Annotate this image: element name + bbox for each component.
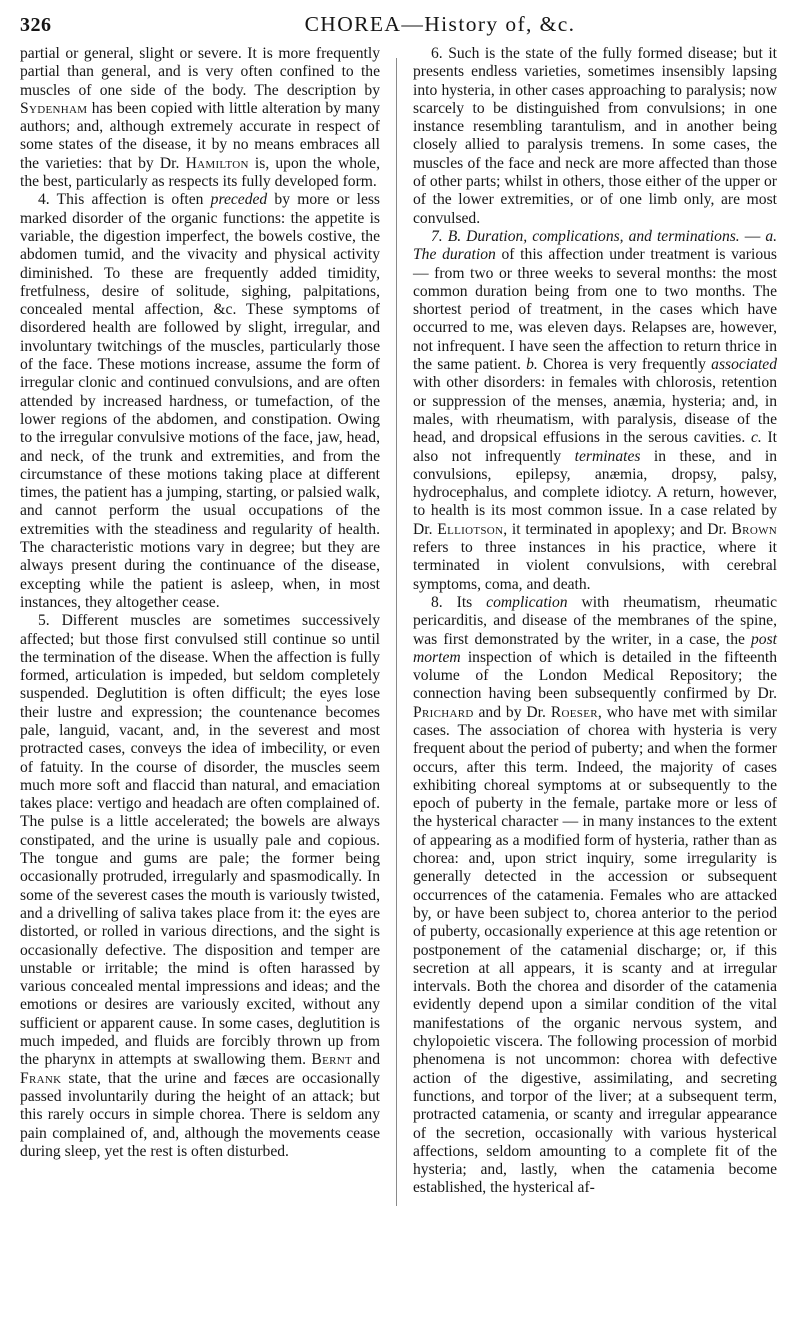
paragraph-8: 8. Its complication with rheumatism, rheumatic pericarditis, and disease of the membranes of the spine, was first demonstrated by the writer, in a case, the post mortem inspection of which is detailed in the fifteenth volume of the London Medical Repository; the connection having been subsequently confirmed by Dr. Prichard and by Dr. Roeser, who have met with similar cases. The association of chorea with hysteria is very frequent about the period of puberty; and when the former occurs, after this term. Indeed, the majority of cases exhibiting choreal symptoms at or subsequently to the epoch of puberty in the female, partake more or less of the hysterical character — in many instances to the extent of appearing as a modified form of hysteria, rather than as chorea: and, upon strict inquiry, some irregularity is generally detected in the accession or subsequent occurrences of the catamenia. Females who are attacked by, or have been subject to, chorea anterior to the period of puberty, occasionally experience at this age retention or postponement of the catamenial discharge; or, if this secretion at all appears, it is scanty and at irregular intervals. Both the chorea and disorder of the catamenia evidently depend upon a similar condition of the vital manifestations of the organic nervous system, and chylopoietic viscera. The following procession of morbid phenomena is not uncommon: chorea with defective action of the digestive, assimilating, and secreting functions, and torpor of the liver; at a subsequent term, protracted catamenia, or scanty and irregular appearance of the secretion, occasionally with various hysterical affections, seldom amounting to a complete fit of the hysteria; and, lastly, when the catamenia become established, the hysterical af- [413,593,777,1197]
column-divider [396,58,397,1206]
paragraph-3-continued: partial or general, slight or severe. It is more frequently partial than general, and is very often confined to the muscles of one side of the body. The description by Sydenham has been copied with little alteration by many authors; and, although extremely accurate in respect of some states of the disease, it by no means embraces all the varieties: that by Dr. Hamilton is, upon the whole, the best, particularly as respects its fully developed form. [20,45,380,191]
paragraph-7: 7. B. Duration, complications, and terminations. — a. The duration of this affection under treatment is various — from two or three weeks to several months: the most common duration being from one to two months. The shortest period of treatment, in the cases which have occurred to me, was eleven days. Relapses are, however, not infrequent. I have seen the affection to return thrice in the same patient. b. Chorea is very frequently associated with other disorders: in females with chlorosis, retention or suppression of the menses, anæmia, hysteria; and, in males, with rheumatism, with paralysis, disease of the head, and dropsical effusions in the serous cavities. c. It also not infrequently terminates in these, and in convulsions, epilepsy, anæmia, dropsy, palsy, hydrocephalus, and complete idiotcy. A return, however, to health is its most common issue. In a case related by Dr. Elliotson, it terminated in apoplexy; and Dr. Brown refers to three instances in his practice, where it terminated in violent convulsions, with cerebral symptoms, coma, and death. [413,227,778,593]
left-column [20,45,380,1161]
author-name: Sydenham [20,99,88,117]
author-name: Elliotson [437,520,504,538]
page-number: 326 [20,14,52,36]
section-heading: 7. B. Duration, complications, and terminations. [431,227,740,245]
paragraph-5: 5. Different muscles are sometimes successively affected; but those first convulsed still continue so until the termination of the disease. When the affection is fully formed, articulation is impeded, but seldom completely suspended. Deglutition is often difficult; the eyes lose their lustre and expression; the countenance becomes pale, languid, vacant, and, in the severest and most protracted cases, conveys the idea of imbecility, or even of fatuity. In the course of disorder, the muscles seem much more soft and flaccid than natural, and emaciation takes place: vertigo and headach are often complained of. The pulse is a little accelerated; the bowels are always constipated, and the urine is usually pale and copious. The tongue and gums are pale; the former being occasionally protruded, irregularly and spasmodically. In some of the severest cases the mouth is variously twisted, and a drivelling of saliva takes place from it: the eyes are distorted, or rolled in various directions, and the sight is occasionally defective. The disposition and temper are unstable or irritable; the mind is often harassed by various concealed mental impressions and ideas; and the emotions or desires are variously excited, without any sufficient or apparent cause. In some cases, deglutition is much impeded, and fluids are forcibly thrown up from the pharynx in attempts at swallowing them. Bernt and Frank state, that the urine and fæces are occasionally passed involuntarily during the height of an attack; but this rarely occurs in simple chorea. There is seldom any pain complained of, and, although the movements cease during sleep, yet the rest is often disturbed. [20,612,380,1160]
author-name: Roeser [550,703,598,721]
right-column [413,45,777,1198]
page-header [20,12,778,40]
running-title: CHOREA—History of, &c. [304,12,576,36]
paragraph-6: 6. Such is the state of the fully formed disease; but it presents endless varieties, sometimes insensibly lapsing into hysteria, in other cases approaching to paralysis; now scarcely to be distinguished from convulsions; in one instance resembling tarantulism, and in another being closely allied to paralysis tremens. In some cases, the muscles of the face and neck are more affected than those of other parts; whilst in others, those either of the upper or of the lower extremities, or of one limb only, are most convulsed. [413,45,777,227]
author-name: Frank [20,1069,62,1087]
author-name: Bernt [311,1051,353,1069]
author-name: Prichard [413,703,474,721]
author-name: Hamilton [185,154,249,172]
author-name: Brown [731,520,777,538]
paragraph-4: 4. This affection is often preceded by more or less marked disorder of the organic functions: the appetite is variable, the digestion imperfect, the bowels costive, the abdomen tumid, and the vivacity and physical activity diminished. To these are frequently added timidity, fretfulness, desire of solitude, sighing, palpitations, concealed mental affection, &c. These symptoms of disordered health are followed by slight, irregular, and involuntary twitchings of the muscles, particularly those of the face. These motions increase, assume the form of irregular clonic and continued convulsions, and are often attended by increased hardness, or tumefaction, of the lower regions of the abdomen, and constipation. Owing to the irregular convulsive motions of the face, jaw, head, and neck, of the trunk and extremities, and from the circumstance of these motions taking place at different times, the patient has a jumping, starting, or palsied walk, and cannot perform the usual occupations of the extremities with the steadiness and regularity of health. The characteristic motions vary in degree; but they are always present during the continuance of the disease, excepting while the patient is asleep, when, in most instances, they altogether cease. [20,191,381,611]
